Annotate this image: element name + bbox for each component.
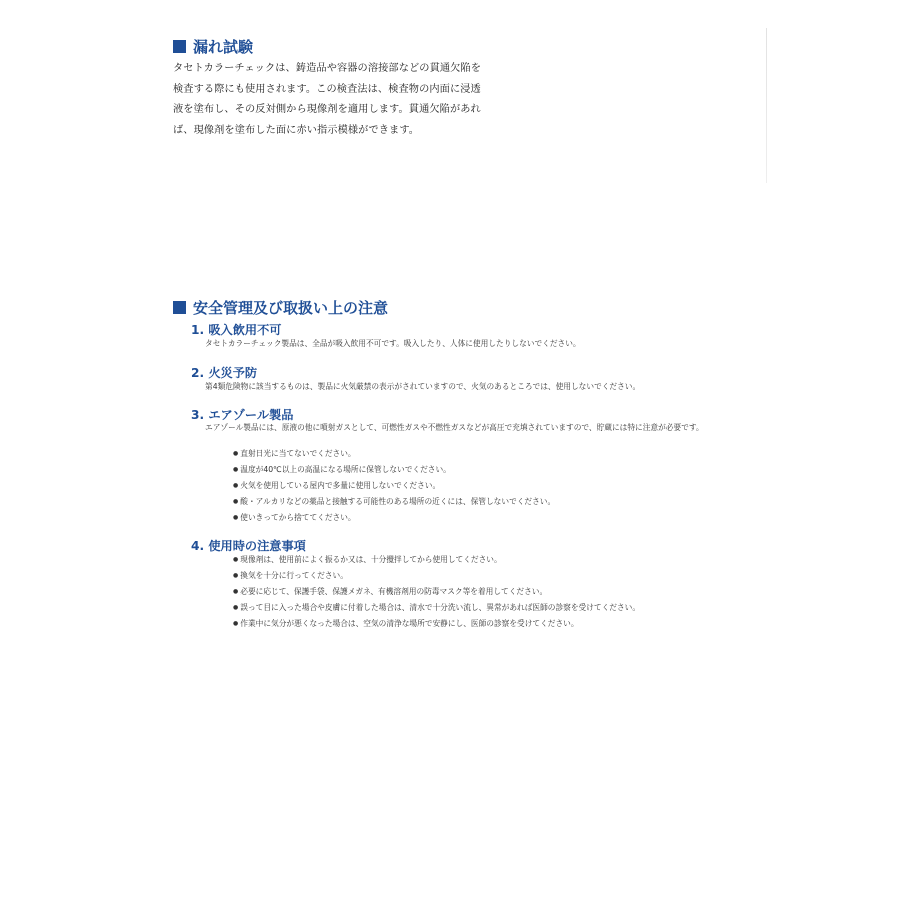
- heading-square-icon: [173, 301, 186, 314]
- list-item: ● 現像剤は、使用前によく振るか又は、十分攪拌してから使用してください。: [233, 554, 502, 565]
- leak-test-heading: [173, 36, 253, 57]
- list-item: ● 温度が40℃以上の高温になる場所に保管しないでください。: [233, 464, 451, 475]
- leak-test-title: 漏れ試験: [193, 38, 254, 56]
- safety-title: 安全管理及び取扱い上の注意: [193, 299, 389, 317]
- section-1-heading: 1. 吸入飲用不可: [191, 323, 282, 337]
- list-item: ● 誤って目に入った場合や皮膚に付着した場合は、清水で十分洗い流し、異常があれば医師の診察を受けてください。: [233, 602, 640, 613]
- list-item: ● 必要に応じて、保護手袋、保護メガネ、有機溶剤用の防毒マスク等を着用してください。: [233, 586, 547, 597]
- list-item: ● 使いきってから捨ててください。: [233, 512, 356, 523]
- section-3-text: エアゾール製品には、原液の他に噴射ガスとして、可燃性ガスや不燃性ガスなどが高圧で充填されていますので、貯蔵には特に注意が必要です。: [205, 423, 704, 432]
- section-4-heading: 4. 使用時の注意事項: [191, 539, 306, 553]
- safety-heading: [173, 297, 388, 318]
- section-2-text: 第4類危険物に該当するものは、製品に火気厳禁の表示がされていますので、火気のあるところでは、使用しないでください。: [205, 382, 641, 391]
- list-item: ● 火気を使用している屋内で多量に使用しないでください。: [233, 480, 440, 491]
- heading-square-icon: [173, 40, 186, 53]
- section-3-heading: 3. エアゾール製品: [191, 408, 294, 422]
- list-item: ● 直射日光に当てないでください。: [233, 448, 356, 459]
- list-item: ● 換気を十分に行ってください。: [233, 570, 348, 581]
- list-item: ● 酸・アルカリなどの薬品と接触する可能性のある場所の近くには、保管しないでください。: [233, 496, 555, 507]
- leak-test-body: タセトカラーチェックは、鋳造品や容器の溶接部などの貫通欠陥を検査する際にも使用されます。この検査法は、検査物の内面に浸透液を塗布し、その反対側から現像剤を適用します。貫通欠陥があれば、現像剤を塗布した面に赤い指示模様ができます。: [173, 63, 482, 136]
- list-item: ● 作業中に気分が悪くなった場合は、空気の清浄な場所で安静にし、医師の診察を受けてください。: [233, 618, 579, 629]
- section-2-heading: 2. 火災予防: [191, 366, 258, 380]
- section-1-text: タセトカラーチェック製品は、全品が吸入飲用不可です。吸入したり、人体に使用したりしないでください。: [205, 339, 581, 348]
- vertical-divider: [766, 28, 767, 183]
